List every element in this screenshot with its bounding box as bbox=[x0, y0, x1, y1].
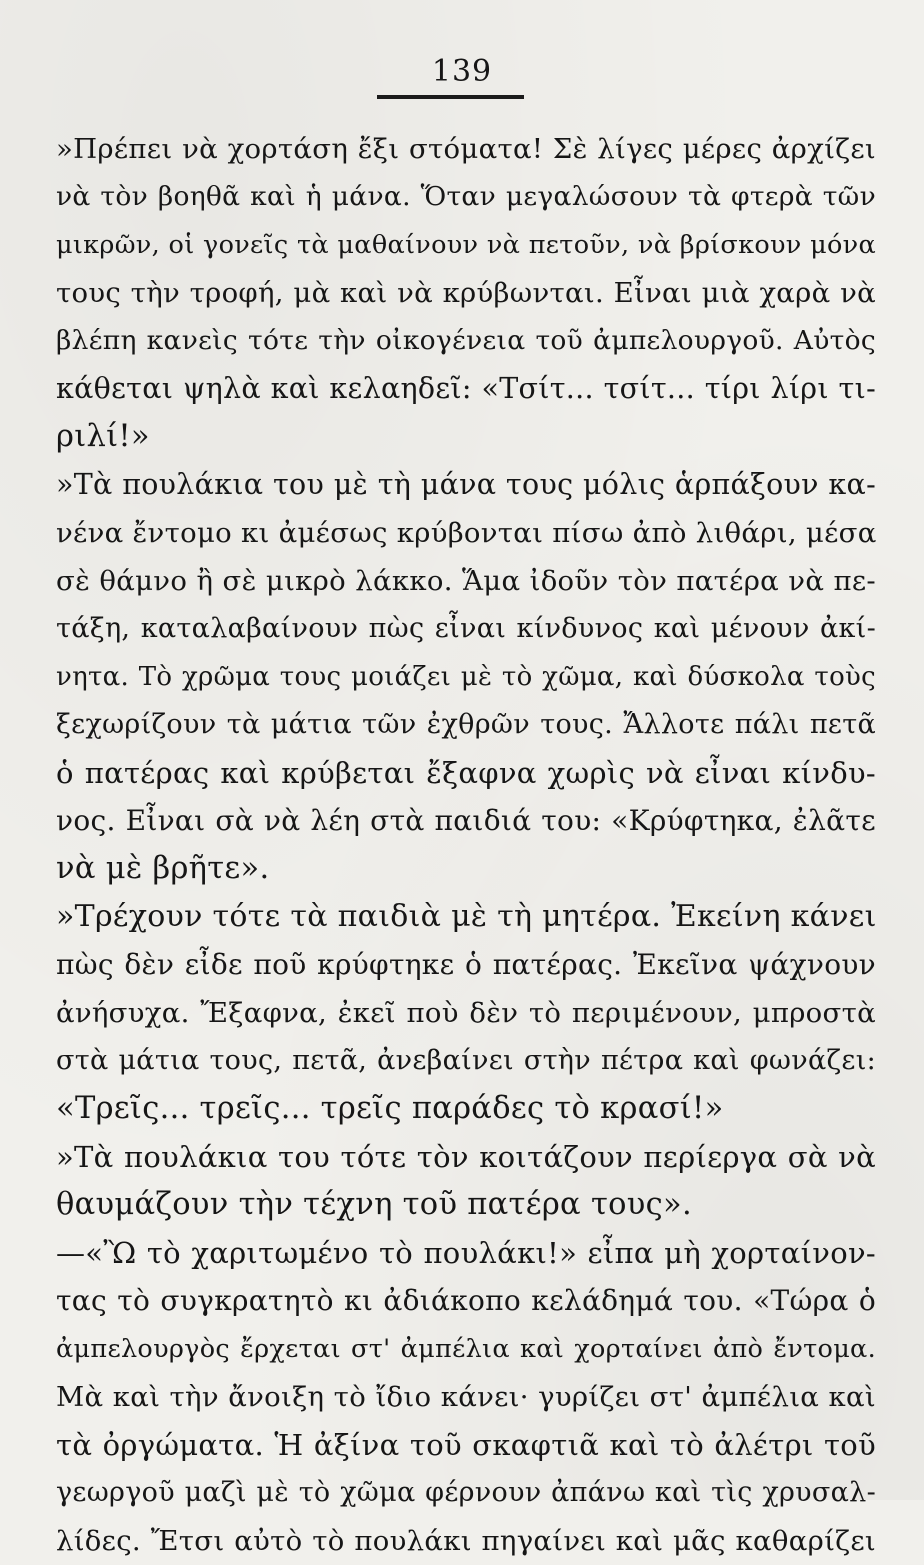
text-line: θαυμάζουν τὴν τέχνη τοῦ πατέρα τους». bbox=[56, 1187, 692, 1222]
text-line: κάθεται ψηλὰ καὶ κελαηδεῖ: «Τσίτ... τσίτ... τίρι λίρι τι- bbox=[56, 372, 876, 405]
text-line: μικρῶν, οἱ γονεῖς τὰ μαθαίνουν νὰ πετοῦν, νὰ βρίσκουν μόνα bbox=[56, 230, 876, 260]
text-line: ριλί!» bbox=[56, 419, 150, 454]
text-line: »Τρέχουν τότε τὰ παιδιὰ μὲ τὴ μητέρα. Ἐκείνη κάνει bbox=[56, 899, 877, 934]
text-line: «Τρεῖς... τρεῖς... τρεῖς παράδες τὸ κρασί!» bbox=[56, 1091, 724, 1126]
text-line: νος. Εἶναι σὰ νὰ λέη στὰ παιδιά του: «Κρύφτηκα, ἐλᾶτε bbox=[56, 804, 876, 837]
page-number: 139 bbox=[431, 54, 493, 89]
text-line: νὰ μὲ βρῆτε». bbox=[56, 851, 270, 886]
header-rule bbox=[377, 95, 524, 99]
text-line: γεωργοῦ μαζὶ μὲ τὸ χῶμα φέρνουν ἀπάνω καὶ τὶς χρυσαλ- bbox=[56, 1477, 876, 1508]
text-line: τάξη, καταλαβαίνουν πὼς εἶναι κίνδυνος καὶ μένουν ἀκί- bbox=[56, 613, 876, 644]
text-line: »Τὰ πουλάκια του μὲ τὴ μάνα τους μόλις ἁρπάξουν κα- bbox=[56, 468, 876, 501]
text-line: πὼς δὲν εἶδε ποῦ κρύφτηκε ὁ πατέρας. Ἐκεῖνα ψάχνουν bbox=[56, 948, 876, 981]
text-line: Μὰ καὶ τὴν ἄνοιξη τὸ ἴδιο κάνει· γυρίζει στ' ἀμπέλια καὶ bbox=[56, 1381, 876, 1413]
text-line: στὰ μάτια τους, πετᾶ, ἀνεβαίνει στὴν πέτρα καὶ φωνάζει: bbox=[56, 1045, 876, 1076]
text-line: νὰ τὸν βοηθᾶ καὶ ἡ μάνα. Ὅταν μεγαλώσουν τὰ φτερὰ τῶν bbox=[56, 181, 876, 212]
text-line: νητα. Τὸ χρῶμα τους μοιάζει μὲ τὸ χῶμα, καὶ δύσκολα τοὺς bbox=[56, 662, 876, 692]
text-line: νένα ἔντομο κι ἀμέσως κρύβονται πίσω ἀπὸ λιθάρι, μέσα bbox=[56, 517, 877, 549]
text-line: ξεχωρίζουν τὰ μάτια τῶν ἐχθρῶν τους. Ἄλλοτε πάλι πετᾶ bbox=[56, 709, 876, 740]
text-line: »Τὰ πουλάκια του τότε τὸν κοιτάζουν περίεργα σὰ νὰ bbox=[56, 1140, 876, 1174]
text-line: ἀνήσυχα. Ἔξαφνα, ἐκεῖ ποὺ δὲν τὸ περιμένουν, μπροστὰ bbox=[56, 997, 876, 1029]
text-line: λίδες. Ἔτσι αὐτὸ τὸ πουλάκι πηγαίνει καὶ μᾶς καθαρίζει bbox=[56, 1525, 876, 1557]
text-line: τὰ ὀργώματα. Ἡ ἀξίνα τοῦ σκαφτιᾶ καὶ τὸ ἀλέτρι τοῦ bbox=[56, 1428, 876, 1462]
text-line: ἀμπελουργὸς ἔρχεται στ' ἀμπέλια καὶ χορταίνει ἀπὸ ἔντομα. bbox=[56, 1334, 876, 1364]
text-line: τας τὸ συγκρατητὸ κι ἀδιάκοπο κελάδημά του. «Τώρα ὁ bbox=[56, 1284, 876, 1317]
text-line: »Πρέπει νὰ χορτάση ἔξι στόματα! Σὲ λίγες μέρες ἀρχίζει bbox=[56, 133, 876, 165]
text-line: βλέπη κανεὶς τότε τὴν οἰκογένεια τοῦ ἀμπελουργοῦ. Αὐτὸς bbox=[56, 325, 876, 356]
text-line: ὁ πατέρας καὶ κρύβεται ἔξαφνα χωρὶς νὰ εἶναι κίνδυ- bbox=[56, 756, 876, 790]
body-text bbox=[56, 125, 876, 1565]
text-line: τους τὴν τροφή, μὰ καὶ νὰ κρύβωνται. Εἶναι μιὰ χαρὰ νὰ bbox=[56, 277, 876, 309]
text-line: σὲ θάμνο ἢ σὲ μικρὸ λάκκο. Ἅμα ἰδοῦν τὸν πατέρα νὰ πε- bbox=[56, 565, 876, 597]
text-line: —«Ὢ τὸ χαριτωμένο τὸ πουλάκι!» εἶπα μὴ χορταίνον- bbox=[56, 1236, 876, 1270]
